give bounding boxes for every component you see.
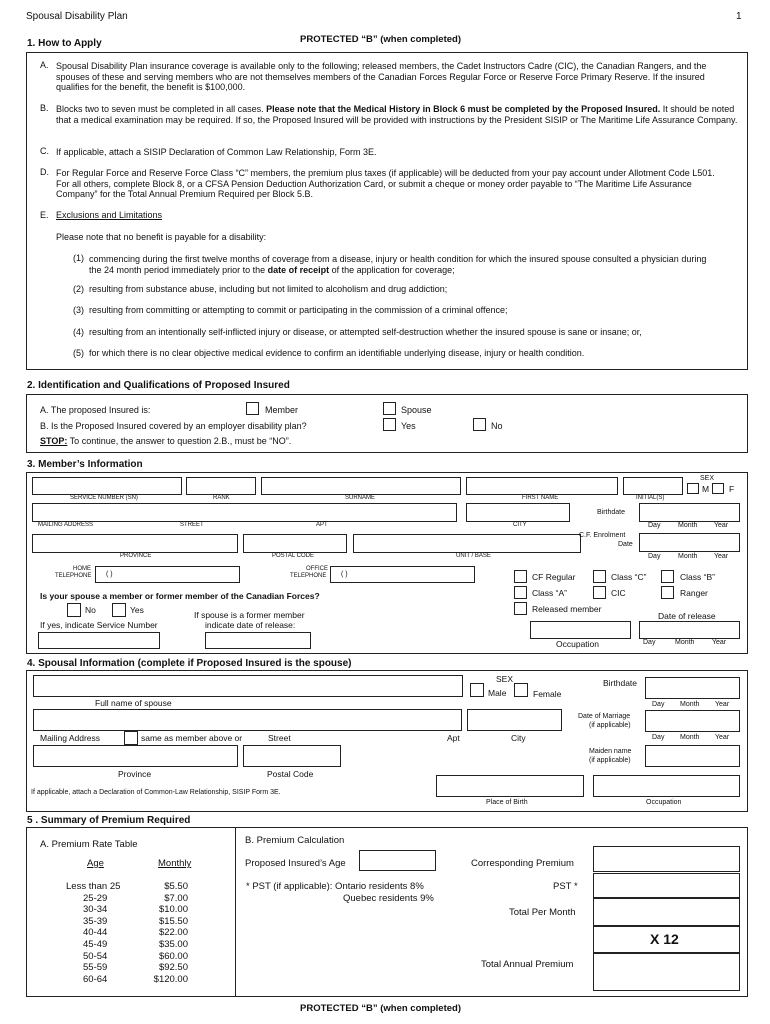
page-number: 1 [736, 11, 742, 22]
rate-table-title: A. Premium Rate Table [40, 839, 138, 850]
rate-age: 50-54 [83, 950, 108, 962]
member-sex-f-label: F [729, 484, 735, 494]
release-day: Day [643, 639, 656, 646]
class-a-label: Class “A” [532, 588, 567, 598]
enrolment-day: Day [648, 553, 661, 560]
same-as-member-label: same as member above or [141, 733, 243, 743]
rate-age: 40-44 [83, 927, 108, 939]
spouse-birth-year: Year [715, 701, 730, 708]
birthdate-year: Year [714, 522, 729, 529]
marriage-day: Day [652, 734, 665, 741]
proposed-age-field[interactable] [359, 850, 436, 871]
former-member-note-2: indicate date of release: [205, 620, 296, 630]
rate-monthly: $120.00 [153, 973, 188, 985]
age-column-header: Age [87, 858, 104, 869]
ranger-label: Ranger [680, 588, 708, 598]
spouse-checkbox[interactable] [383, 402, 396, 415]
postal-code-caption: POSTAL CODE [272, 553, 315, 559]
spouse-full-name-caption: Full name of spouse [95, 698, 172, 708]
same-as-member-checkbox[interactable] [124, 731, 138, 745]
employer-plan-yes-checkbox[interactable] [383, 418, 396, 431]
section-5-title: 5 . Summary of Premium Required [27, 815, 191, 826]
total-per-month-field[interactable] [593, 898, 740, 926]
spouse-label: Spouse [401, 405, 432, 415]
member-city-field[interactable] [466, 503, 570, 522]
released-member-checkbox[interactable] [514, 602, 527, 615]
total-annual-premium-field[interactable] [593, 953, 740, 991]
surname-field[interactable] [261, 477, 461, 495]
item-c-letter: C. [40, 146, 49, 156]
spouse-province-field[interactable] [33, 745, 238, 767]
initials-field[interactable] [623, 477, 683, 495]
maiden-name-note: (if applicable) [589, 757, 631, 764]
item-a-letter: A. [40, 60, 49, 70]
place-of-birth-field[interactable] [436, 775, 584, 797]
marriage-month: Month [680, 734, 700, 741]
protected-label-bottom: PROTECTED “B” (when completed) [300, 1003, 461, 1014]
class-a-checkbox[interactable] [514, 586, 527, 599]
city-caption: CITY [513, 522, 527, 528]
proposed-age-label: Proposed Insured’s Age [245, 858, 346, 869]
rate-monthly: $7.00 [164, 892, 188, 904]
total-per-month-label: Total Per Month [509, 907, 576, 918]
section-4-title: 4. Spousal Information (complete if Proposed Insured is the spouse) [27, 658, 352, 669]
rate-age: 55-59 [83, 962, 108, 974]
cic-label: CIC [611, 588, 626, 598]
rank-field[interactable] [186, 477, 256, 495]
spouse-female-label: Female [533, 689, 562, 699]
exclusion-1-num: (1) [73, 253, 84, 263]
spouse-cf-no-label: No [85, 605, 96, 615]
protected-label-top: PROTECTED “B” (when completed) [300, 34, 461, 45]
rate-monthly: $10.00 [158, 904, 188, 916]
province-caption: PROVINCE [120, 553, 152, 559]
rate-age: Less than 25 [66, 881, 121, 892]
spouse-birth-day: Day [652, 701, 665, 708]
office-telephone-paren: ( ) [341, 571, 348, 578]
member-occupation-field[interactable] [530, 621, 631, 639]
rate-age: 35-39 [83, 915, 108, 927]
member-sex-m-label: M [702, 484, 710, 494]
date-of-marriage-note: (if applicable) [589, 722, 631, 729]
spouse-postal-caption: Postal Code [267, 769, 314, 779]
birthdate-month: Month [678, 522, 698, 529]
rate-monthly: $22.00 [158, 927, 188, 939]
service-number-caption: SERVICE NUMBER (SN) [70, 495, 138, 501]
class-b-label: Class “B” [680, 572, 715, 582]
spouse-birthdate-label: Birthdate [603, 678, 638, 688]
employer-plan-no-checkbox[interactable] [473, 418, 486, 431]
unit-base-caption: UNIT / BASE [456, 553, 491, 559]
postal-code-field[interactable] [243, 534, 347, 553]
unit-base-field[interactable] [353, 534, 581, 553]
item-d-text: For Regular Force and Reserve Force Class “C” members, the premium plus taxes (if applicable) will be deducted from your pay account under Allotment Code L501. For all others, complete Block 8, or a CFSA Pension Deduction Authorization Card, or submit a cheque or money order payable to “The Maritime Life Assurance Company” for the Total Annual Premium Required per Block 5.B. [56, 168, 715, 199]
pst-field[interactable] [593, 873, 740, 898]
form-title: Spousal Disability Plan [26, 11, 128, 22]
birthdate-day: Day [648, 522, 661, 529]
date-of-marriage-label: Date of Marriage [578, 713, 631, 720]
exclusion-3-text: resulting from committing or attempting to commit or participating in the commission of a criminal offence; [89, 305, 508, 315]
exclusion-5-num: (5) [73, 348, 84, 358]
spouse-sex-label: SEX [496, 674, 514, 684]
spouse-city-field[interactable] [467, 709, 562, 731]
section-1-title: 1. How to Apply [27, 38, 102, 49]
spouse-cf-question: Is your spouse a member or former member of the Canadian Forces? [40, 591, 320, 601]
item-e-letter: E. [40, 210, 49, 220]
premium-calc-title: B. Premium Calculation [245, 835, 345, 846]
rate-age: 30-34 [83, 904, 108, 916]
stop-note: STOP: To continue, the answer to question 2.B., must be “NO”. [40, 436, 292, 446]
street-caption: STREET [180, 522, 204, 528]
ranger-checkbox[interactable] [661, 586, 674, 599]
maiden-name-label: Maiden name [589, 748, 632, 755]
rate-age: 25-29 [83, 892, 108, 904]
occupation-caption: Occupation [556, 639, 599, 649]
monthly-column-header: Monthly [158, 858, 192, 869]
place-of-birth-caption: Place of Birth [486, 799, 528, 806]
marriage-year: Year [715, 734, 730, 741]
member-sex-m-checkbox[interactable] [687, 483, 699, 494]
home-telephone-paren: ( ) [106, 571, 113, 578]
home-telephone-label-1: HOME [73, 566, 91, 572]
enrolment-month: Month [678, 553, 698, 560]
cf-regular-label: CF Regular [532, 572, 576, 582]
spouse-province-caption: Province [118, 769, 152, 779]
spouse-service-number-field[interactable] [38, 632, 160, 649]
province-field[interactable] [32, 534, 238, 553]
spouse-city-caption: City [511, 733, 526, 743]
date-of-marriage-field[interactable] [645, 710, 740, 732]
member-birthdate-field[interactable] [639, 503, 740, 522]
home-telephone-field[interactable] [95, 566, 240, 583]
item-e-heading: Exclusions and Limitations [56, 210, 163, 220]
exclusion-2-num: (2) [73, 284, 84, 294]
section-5-divider [235, 827, 236, 997]
cf-regular-checkbox[interactable] [514, 570, 527, 583]
corresponding-premium-field[interactable] [593, 846, 740, 872]
spouse-occupation-caption: Occupation [646, 799, 682, 806]
spouse-birthdate-field[interactable] [645, 677, 740, 699]
mailing-address-caption: MAILING ADDRESS [38, 522, 94, 528]
first-name-field[interactable] [466, 477, 618, 495]
office-telephone-label-1: OFFICE [306, 566, 328, 572]
former-member-note-1: If spouse is a former member [194, 610, 305, 620]
rate-monthly: $15.50 [158, 915, 188, 927]
employer-plan-yes-label: Yes [401, 421, 416, 431]
cf-enrolment-date-label: Date [618, 541, 633, 548]
exclusion-3-num: (3) [73, 305, 84, 315]
exclusion-4-text: resulting from an intentionally self-inflicted injury or disease, or attempted self-destruction whether the insured spouse is sane or insane; or, [89, 327, 642, 337]
exclusion-4-num: (4) [73, 327, 84, 337]
spouse-cf-yes-label: Yes [130, 605, 144, 615]
class-c-label: Class “C” [611, 572, 647, 582]
section-2-title: 2. Identification and Qualifications of Proposed Insured [27, 380, 290, 391]
item-b-text: Blocks two to seven must be completed in all cases. Please note that the Medical History in Block 6 must be completed by the Proposed Insured. It should be noted that a medical examination may be required. If so, the Proposed Insured will be provided with instructions by the President SISIP or The Maritime Life Assurance Company. [56, 104, 738, 125]
spouse-birth-month: Month [680, 701, 700, 708]
exclusions-intro: Please note that no benefit is payable for a disability: [56, 232, 267, 242]
cic-checkbox[interactable] [593, 586, 606, 599]
office-telephone-field[interactable] [330, 566, 475, 583]
rate-monthly: $92.50 [158, 962, 188, 974]
enrolment-year: Year [714, 553, 729, 560]
spouse-postal-code-field[interactable] [243, 745, 341, 767]
service-number-field[interactable] [32, 477, 182, 495]
release-date-field[interactable] [205, 632, 311, 649]
spouse-street-field[interactable] [33, 709, 462, 731]
corresponding-premium-label: Corresponding Premium [471, 858, 574, 869]
released-member-label: Released member [532, 604, 602, 614]
spouse-full-name-field[interactable] [33, 675, 463, 697]
office-telephone-label-2: TELEPHONE [290, 573, 327, 579]
surname-caption: SURNAME [345, 495, 376, 501]
spouse-female-checkbox[interactable] [514, 683, 528, 697]
exclusion-2-text: resulting from substance abuse, including but not limited to alcoholism and drug addiction; [89, 284, 448, 294]
spouse-cf-yes-checkbox[interactable] [112, 603, 126, 617]
pst-note: * PST (if applicable): Ontario residents 8% [246, 881, 424, 892]
pst-label: PST * [553, 881, 578, 892]
member-checkbox[interactable] [246, 402, 259, 415]
spouse-apt-caption: Apt [447, 733, 460, 743]
rate-monthly: $60.00 [158, 950, 188, 962]
first-name-caption: FIRST NAME [522, 495, 559, 501]
common-law-note: If applicable, attach a Declaration of Common-Law Relationship, SISIP Form 3E. [31, 789, 281, 796]
member-birthdate-label: Birthdate [597, 509, 626, 516]
member-sex-label: SEX [700, 475, 715, 482]
date-of-release-label: Date of release [658, 611, 716, 621]
initials-caption: INITIAL(S) [636, 495, 665, 501]
exclusion-5-text: for which there is no clear objective medical evidence to confirm an identifiable underlying disease, injury or health condition. [89, 348, 585, 358]
home-telephone-label-2: TELEPHONE [55, 573, 92, 579]
spouse-occupation-field[interactable] [593, 775, 740, 797]
item-c-text: If applicable, attach a SISIP Declaration of Common Law Relationship, Form 3E. [56, 147, 377, 157]
service-number-note: If yes, indicate Service Number [40, 620, 158, 630]
spouse-cf-no-checkbox[interactable] [67, 603, 81, 617]
proposed-insured-question: A. The proposed Insured is: [40, 405, 151, 415]
total-annual-premium-label: Total Annual Premium [481, 959, 574, 970]
class-b-checkbox[interactable] [661, 570, 674, 583]
member-label: Member [265, 405, 299, 415]
item-a-text: Spousal Disability Plan insurance coverage is available only to the following; released members, the Cadet Instructors Cadre (CIC), the Canadian Rangers, and the spouses of these and serving members who are not themselves members of the Canadian Forces Regular Force or Reserve Force Primary Reserve. If the insured qualifies for the benefit, the benefit is $100,000. [56, 61, 707, 92]
cf-enrolment-label: C.F. Enrolment [579, 532, 626, 539]
section-3-title: 3. Member’s Information [27, 459, 143, 470]
spouse-male-checkbox[interactable] [470, 683, 484, 697]
quebec-note: Quebec residents 9% [343, 893, 434, 904]
rank-caption: RANK [213, 495, 230, 501]
spouse-mailing-caption: Mailing Address [40, 733, 101, 743]
exclusion-1-text: commencing during the first twelve months of coverage from a disease, injury or health condition for which the insured spouse consulted a physician during the 24 month period immediately prior to the date of receipt of the application for coverage; [89, 254, 707, 275]
item-b-letter: B. [40, 103, 49, 113]
rate-monthly: $5.50 [164, 881, 188, 892]
rate-age: 60-64 [83, 973, 108, 985]
spouse-street-caption: Street [268, 733, 291, 743]
maiden-name-field[interactable] [645, 745, 740, 767]
spouse-male-label: Male [488, 688, 507, 698]
apt-caption: APT [316, 522, 328, 528]
cf-enrolment-date-field[interactable] [639, 533, 740, 552]
mailing-address-field[interactable] [32, 503, 457, 522]
employer-plan-question: B. Is the Proposed Insured covered by an employer disability plan? [40, 421, 307, 431]
date-of-release-field[interactable] [639, 621, 740, 639]
member-sex-f-checkbox[interactable] [712, 483, 724, 494]
release-year: Year [712, 639, 727, 646]
item-d-letter: D. [40, 167, 49, 177]
class-c-checkbox[interactable] [593, 570, 606, 583]
employer-plan-no-label: No [491, 421, 503, 431]
rate-monthly: $35.00 [158, 939, 188, 950]
rate-age: 45-49 [83, 939, 108, 950]
release-month: Month [675, 639, 695, 646]
multiplier-label: X 12 [650, 931, 679, 947]
